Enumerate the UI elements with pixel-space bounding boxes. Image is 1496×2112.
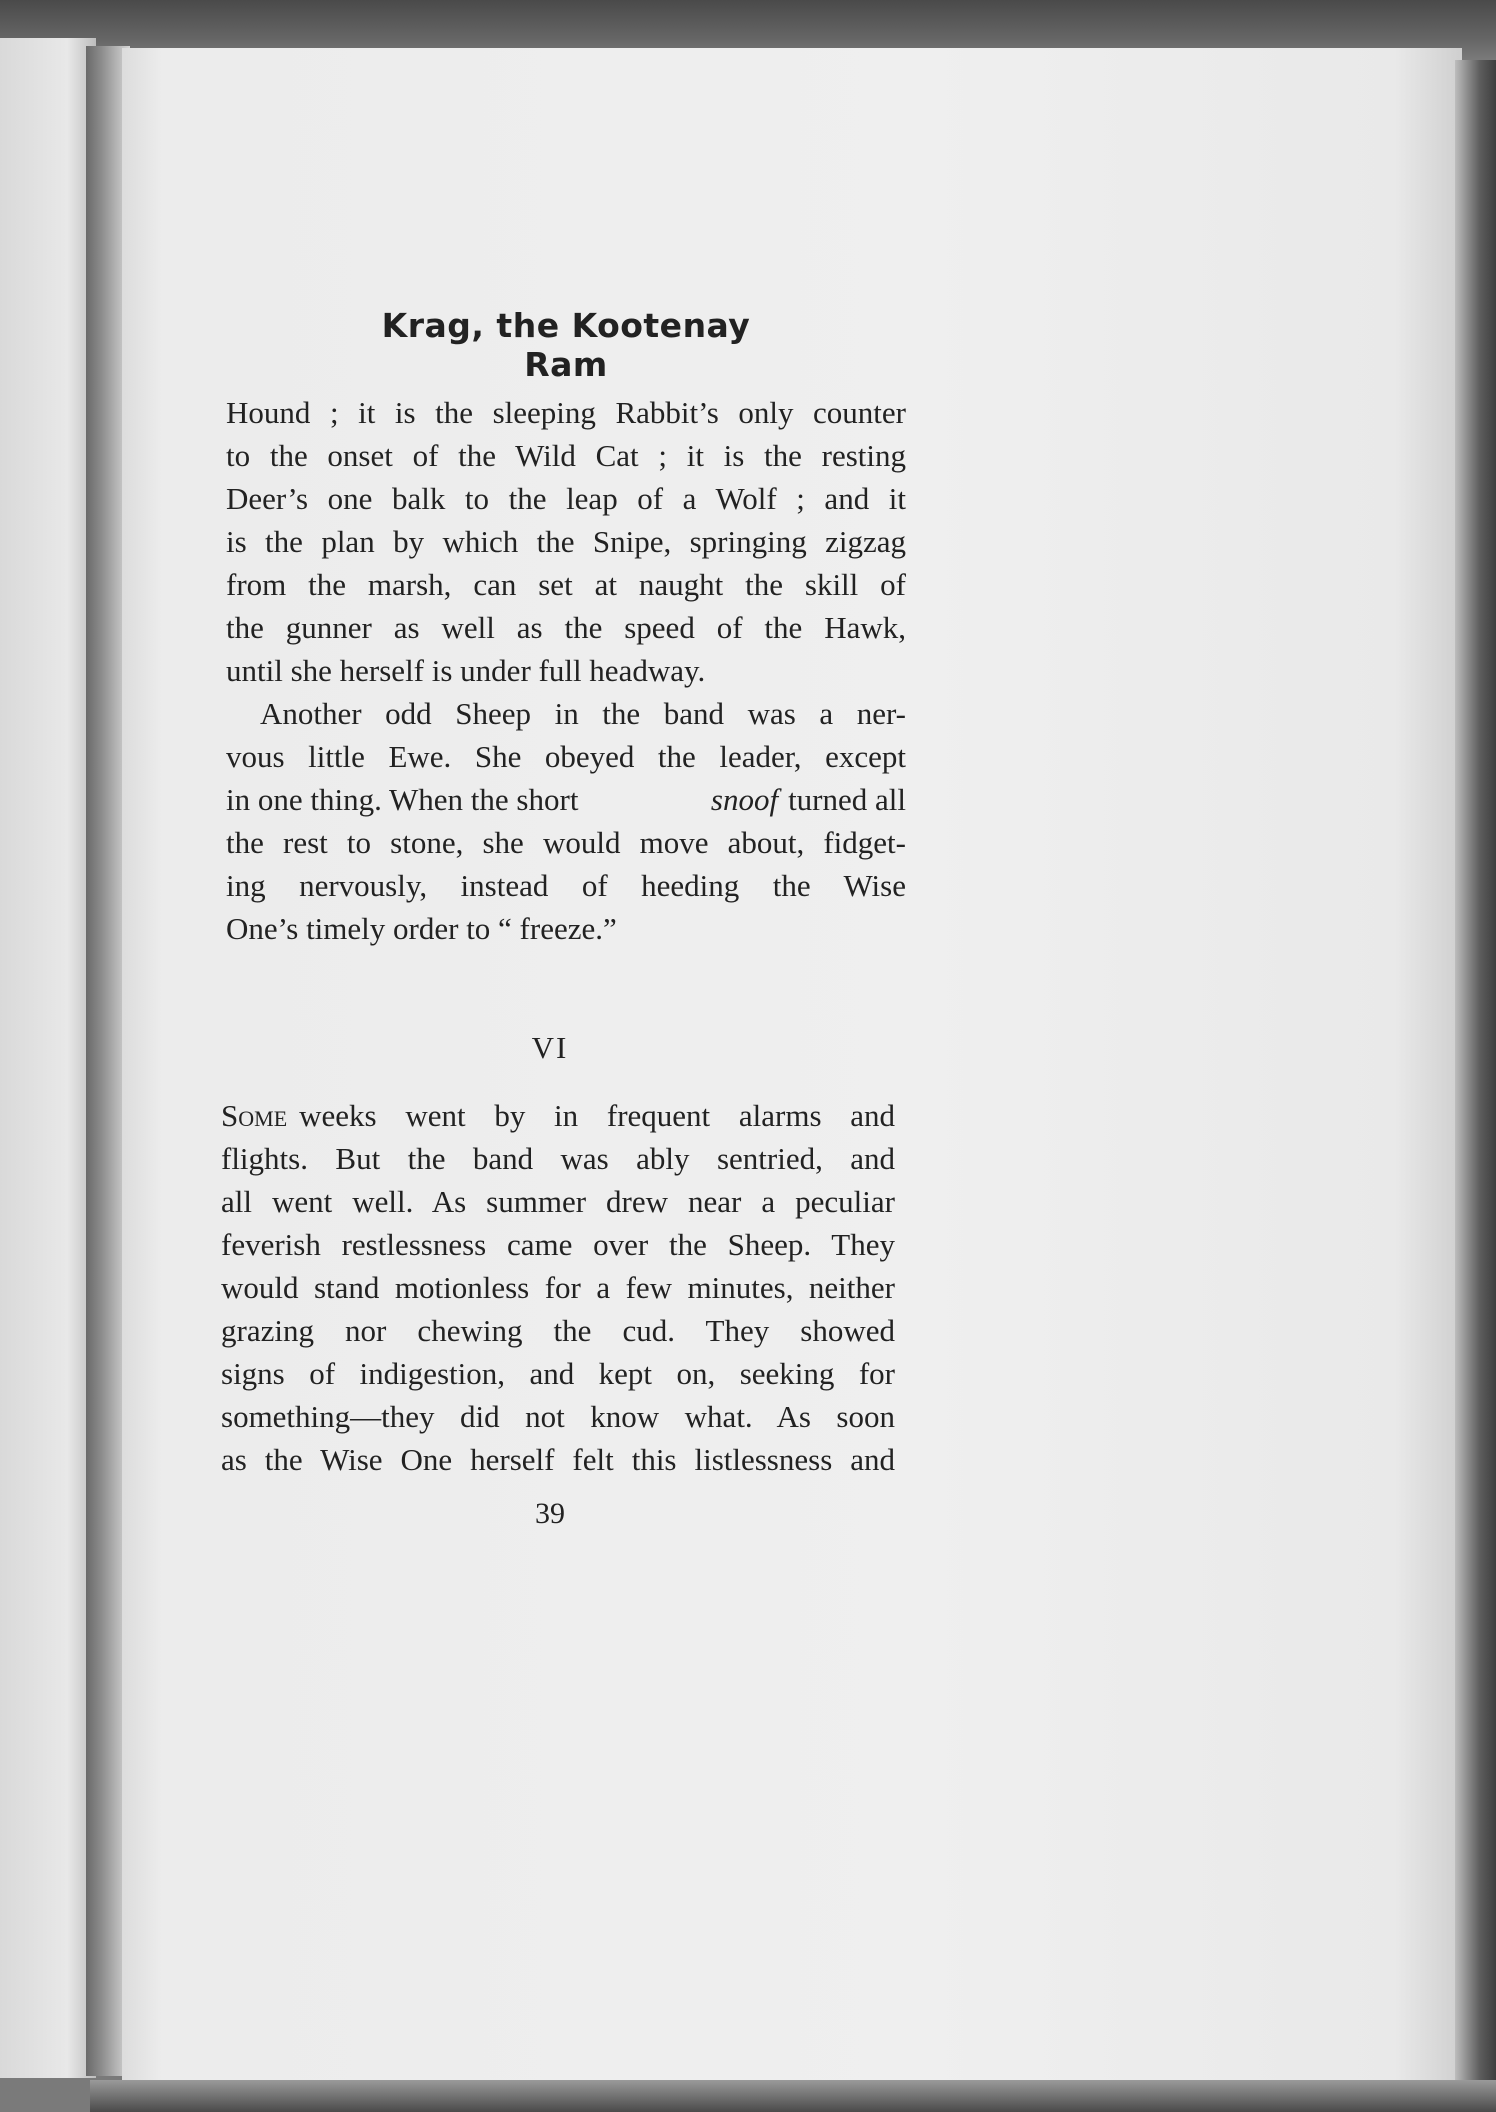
text-line-with-italic: [226, 780, 906, 820]
running-head: Krag, the Kootenay Ram: [381, 306, 751, 384]
text-line: Deer’s one balk to the leap of a Wolf ; and it: [226, 481, 906, 516]
smallcaps-opening-word: Some: [221, 1098, 288, 1133]
book-page: [122, 48, 1462, 2098]
text-line: the gunner as well as the speed of the Hawk,: [226, 610, 906, 645]
text-segment: weeks went by in frequent alarms and: [299, 1098, 895, 1133]
text-line: signs of indigestion, and kept on, seeking for: [221, 1356, 895, 1391]
text-line: from the marsh, can set at naught the skill of: [226, 567, 906, 602]
bottom-page-edge: [90, 2080, 1496, 2112]
text-line: ing nervously, instead of heeding the Wise: [226, 868, 906, 903]
italic-word: snoof: [710, 782, 779, 817]
text-line: flights. But the band was ably sentried, and: [221, 1141, 895, 1176]
text-segment: turned all: [788, 782, 906, 817]
page-number: 39: [535, 1497, 565, 1530]
text-line: as the Wise One herself felt this listlessness and: [221, 1442, 895, 1477]
text-line: feverish restlessness came over the Sheep. They: [221, 1227, 895, 1262]
text-line: grazing nor chewing the cud. They showed: [221, 1313, 895, 1348]
text-line: to the onset of the Wild Cat ; it is the resting: [226, 438, 906, 473]
text-line: is the plan by which the Snipe, springing zigzag: [226, 524, 906, 559]
left-page-edge: [0, 38, 96, 2078]
text-line: vous little Ewe. She obeyed the leader, except: [226, 739, 906, 774]
text-line: Another odd Sheep in the band was a ner-: [260, 696, 906, 731]
text-line: Hound ; it is the sleeping Rabbit’s only counter: [226, 395, 906, 430]
text-line-with-smallcaps: [221, 1096, 895, 1136]
text-segment-group: [711, 780, 906, 820]
text-segment: in one thing. When the short: [226, 782, 579, 817]
text-line: the rest to stone, she would move about, fidget-: [226, 825, 906, 860]
section-number: VI: [531, 1030, 569, 1065]
right-page-edges: [1455, 60, 1496, 2112]
text-line: something—they did not know what. As soon: [221, 1399, 895, 1434]
text-line: all went well. As summer drew near a peculiar: [221, 1184, 895, 1219]
text-line: until she herself is under full headway.: [226, 653, 706, 688]
text-line: would stand motionless for a few minutes, neither: [221, 1270, 895, 1305]
text-line: One’s timely order to “ freeze.”: [226, 911, 617, 946]
